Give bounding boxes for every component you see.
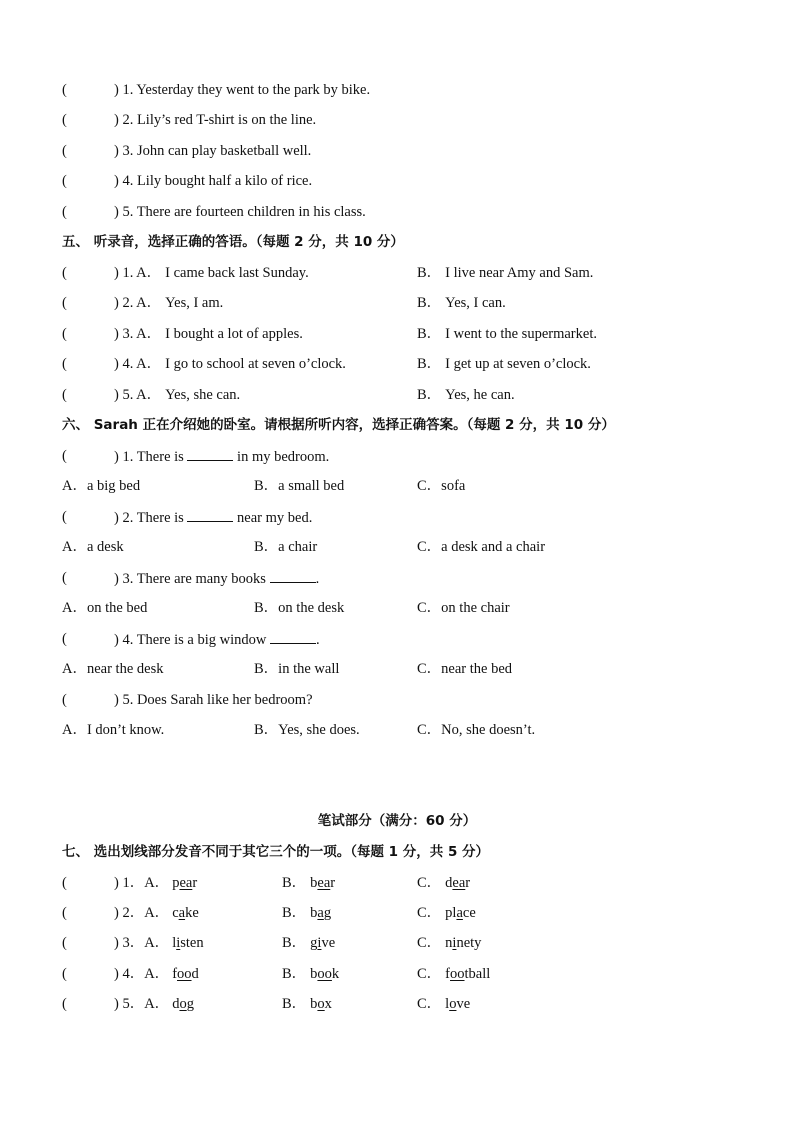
question-text	[114, 446, 329, 467]
question-label: ) 5. A．	[114, 387, 162, 403]
word-part: l	[445, 996, 450, 1012]
option-b: B．in the wall	[254, 661, 340, 677]
phonics-item	[62, 903, 742, 923]
question-label: ) 4. A．	[114, 356, 162, 372]
answer-paren: (	[62, 112, 67, 128]
word-part: g	[323, 905, 332, 921]
answer-paren: (	[62, 173, 67, 189]
options-row	[62, 720, 742, 740]
underlined-part: ea	[317, 875, 331, 891]
question-stem: ) 1. There is	[114, 449, 188, 465]
option-b-text: I went to the supermarket.	[445, 326, 597, 342]
question-stem: ) 3. There are many books	[114, 571, 270, 587]
option-b-label: B．	[282, 966, 307, 982]
option-a: A．a big bed	[62, 478, 141, 494]
answer-paren: (	[62, 82, 67, 98]
underlined-part: a	[178, 905, 186, 921]
statement-item	[62, 110, 742, 130]
question-number	[114, 354, 346, 374]
question-text	[114, 507, 312, 528]
question-label-wrap	[114, 873, 197, 893]
question-text	[114, 568, 319, 589]
answer-paren: (	[62, 875, 67, 891]
word-c	[445, 935, 481, 951]
written-part-title: 笔试部分（满分：60 分）	[317, 813, 477, 829]
word-b	[310, 935, 335, 951]
statement-item	[62, 141, 742, 161]
question-stem-end: .	[315, 571, 320, 587]
word-a	[172, 905, 199, 921]
word-part: f	[172, 966, 178, 982]
word-part: d	[172, 996, 180, 1012]
option-c-label: C．	[417, 905, 442, 921]
option-b	[417, 293, 506, 313]
word-b	[310, 905, 331, 921]
question-text	[114, 629, 320, 650]
underlined-part: ea	[179, 875, 193, 891]
answer-paren: (	[62, 509, 67, 525]
question-text	[114, 690, 313, 710]
word-c	[445, 966, 490, 982]
word-part: ke	[185, 905, 199, 921]
question-label: ) 2. A．	[114, 295, 162, 311]
word-part: nety	[456, 935, 482, 951]
section-5-heading: 五、 听录音，选择正确的答语。（每题 2 分，共 10 分）	[62, 234, 404, 250]
option-b-label: B．	[282, 935, 307, 951]
answer-paren: (	[62, 966, 67, 982]
option-b-label: B．	[417, 295, 442, 311]
answer-blank	[187, 507, 233, 522]
option-c	[417, 903, 476, 923]
statement-item	[62, 202, 742, 222]
answer-paren: (	[62, 692, 67, 708]
word-part: r	[330, 875, 336, 891]
question-label: ) 3．A．	[114, 935, 170, 951]
word-b	[310, 966, 339, 982]
question-label: ) 3. A．	[114, 326, 162, 342]
options-row	[62, 598, 742, 618]
underlined-part: oo	[177, 966, 192, 982]
question-item	[62, 385, 742, 405]
question-item	[62, 324, 742, 344]
question-stem: ) 2. There is	[114, 510, 188, 526]
word-b	[310, 996, 332, 1012]
option-b	[282, 873, 335, 893]
option-b-text: I live near Amy and Sam.	[445, 265, 594, 281]
question-item	[62, 354, 742, 374]
question-item	[62, 690, 742, 710]
option-b	[417, 263, 593, 283]
phonics-item	[62, 933, 742, 953]
answer-paren: (	[62, 356, 67, 372]
answer-paren: (	[62, 295, 67, 311]
option-c	[417, 964, 490, 984]
question-item	[62, 263, 742, 283]
underlined-part: o	[179, 996, 187, 1012]
question-label: ) 5．A．	[114, 996, 170, 1012]
option-b	[282, 994, 332, 1014]
question-label-wrap	[114, 994, 194, 1014]
answer-blank	[270, 629, 316, 644]
question-label: ) 4．A．	[114, 966, 170, 982]
word-part: g	[186, 996, 194, 1012]
option-b-label: B．	[417, 356, 442, 372]
options-row	[62, 659, 742, 679]
phonics-item	[62, 994, 742, 1014]
options-row	[62, 537, 742, 557]
answer-paren: (	[62, 996, 67, 1012]
underlined-part: i	[317, 935, 322, 951]
answer-paren: (	[62, 448, 67, 464]
statement-item	[62, 80, 742, 100]
answer-blank	[187, 446, 233, 461]
question-item	[62, 629, 742, 649]
option-c: C．No, she doesn’t.	[417, 722, 536, 738]
question-label: ) 2．A．	[114, 905, 170, 921]
question-label-wrap	[114, 903, 199, 923]
option-b: B．a chair	[254, 539, 318, 555]
option-b: B．a small bed	[254, 478, 345, 494]
option-c-label: C．	[417, 875, 442, 891]
option-b-text: I get up at seven o’clock.	[445, 356, 591, 372]
option-b-label: B．	[282, 875, 307, 891]
word-part: n	[445, 935, 453, 951]
word-part: ve	[321, 935, 336, 951]
underlined-part: o	[317, 996, 325, 1012]
word-c	[445, 875, 470, 891]
word-c	[445, 905, 476, 921]
option-c	[417, 994, 470, 1014]
underlined-part: o	[449, 996, 457, 1012]
word-part: l	[172, 935, 177, 951]
word-part: ce	[462, 905, 476, 921]
phonics-item	[62, 964, 742, 984]
word-a	[172, 996, 194, 1012]
question-number	[114, 385, 240, 405]
option-a: Yes, she can.	[165, 387, 241, 403]
answer-paren: (	[62, 387, 67, 403]
option-b-label: B．	[417, 387, 442, 403]
question-label-wrap	[114, 933, 204, 953]
question-stem: ) 4. There is a big window	[114, 632, 270, 648]
option-b	[417, 324, 597, 344]
question-number	[114, 263, 309, 283]
answer-paren: (	[62, 143, 67, 159]
option-a: A．near the desk	[62, 661, 164, 677]
word-part: pl	[445, 905, 457, 921]
option-a: A．I don’t know.	[62, 722, 165, 738]
question-number	[114, 293, 223, 313]
underlined-part: i	[176, 935, 181, 951]
option-b-label: B．	[282, 905, 307, 921]
word-part: ve	[456, 996, 471, 1012]
word-part: k	[331, 966, 340, 982]
word-part: f	[445, 966, 451, 982]
word-part: c	[172, 905, 179, 921]
word-part: r	[465, 875, 471, 891]
question-item	[62, 568, 742, 588]
option-c: C．on the chair	[417, 600, 510, 616]
underlined-part: oo	[450, 966, 465, 982]
answer-paren: (	[62, 326, 67, 342]
answer-paren: (	[62, 905, 67, 921]
phonics-item	[62, 873, 742, 893]
option-a: A．a desk	[62, 539, 124, 555]
word-a	[172, 935, 203, 951]
option-b-text: Yes, I can.	[445, 295, 506, 311]
option-b-text: Yes, he can.	[445, 387, 515, 403]
underlined-part: i	[452, 935, 457, 951]
answer-paren: (	[62, 935, 67, 951]
question-item	[62, 446, 742, 466]
option-c-label: C．	[417, 996, 442, 1012]
question-stem-end: in my bedroom.	[233, 449, 330, 465]
option-a: A．on the bed	[62, 600, 148, 616]
section-7-heading: 七、 选出划线部分发音不同于其它三个的一项。（每题 1 分，共 5 分）	[62, 844, 490, 860]
word-part: b	[310, 996, 318, 1012]
underlined-part: oo	[317, 966, 332, 982]
option-a: I go to school at seven o’clock.	[165, 356, 346, 372]
answer-blank	[270, 568, 316, 583]
question-item	[62, 293, 742, 313]
option-b: B．Yes, she does.	[254, 722, 360, 738]
word-part: p	[172, 875, 180, 891]
word-part: tball	[464, 966, 491, 982]
word-part: d	[445, 875, 453, 891]
statement-text: ) 1. Yesterday they went to the park by bike.	[114, 82, 371, 98]
option-a: Yes, I am.	[165, 295, 224, 311]
question-label: ) 1. A．	[114, 265, 162, 281]
statement-text: ) 2. Lily’s red T-shirt is on the line.	[114, 112, 317, 128]
statement-text: ) 4. Lily bought half a kilo of rice.	[114, 173, 313, 189]
word-part: b	[310, 966, 318, 982]
answer-paren: (	[62, 204, 67, 220]
option-b	[417, 354, 591, 374]
statement-text: ) 5. There are fourteen children in his class.	[114, 204, 366, 220]
option-c: C．near the bed	[417, 661, 513, 677]
option-c: C．sofa	[417, 478, 466, 494]
question-number	[114, 324, 303, 344]
option-a: I came back last Sunday.	[165, 265, 309, 281]
option-c: C．a desk and a chair	[417, 539, 546, 555]
option-c	[417, 873, 470, 893]
option-b: B．on the desk	[254, 600, 345, 616]
word-part: d	[191, 966, 199, 982]
question-stem: ) 5. Does Sarah like her bedroom?	[114, 692, 313, 708]
word-b	[310, 875, 335, 891]
option-a: I bought a lot of apples.	[165, 326, 303, 342]
word-a	[172, 966, 199, 982]
word-part: x	[324, 996, 332, 1012]
word-part: sten	[180, 935, 204, 951]
option-b-label: B．	[417, 265, 442, 281]
underlined-part: ea	[452, 875, 466, 891]
answer-paren: (	[62, 570, 67, 586]
option-b	[417, 385, 515, 405]
question-item	[62, 507, 742, 527]
option-c-label: C．	[417, 966, 442, 982]
section-6-heading: 六、 Sarah 正在介绍她的卧室。请根据所听内容，选择正确答案。（每题 2 分，共 10 分）	[62, 417, 615, 433]
question-stem-end: .	[315, 632, 320, 648]
underlined-part: a	[456, 905, 463, 921]
word-part: g	[310, 935, 318, 951]
question-label-wrap	[114, 964, 199, 984]
answer-paren: (	[62, 631, 67, 647]
statement-text: ) 3. John can play basketball well.	[114, 143, 312, 159]
question-stem-end: near my bed.	[233, 510, 313, 526]
option-b	[282, 903, 331, 923]
option-c-label: C．	[417, 935, 442, 951]
underlined-part: a	[317, 905, 324, 921]
word-part: r	[192, 875, 198, 891]
option-c	[417, 933, 481, 953]
question-label: ) 1．A．	[114, 875, 170, 891]
word-a	[172, 875, 197, 891]
word-part: b	[310, 905, 318, 921]
option-b	[282, 964, 339, 984]
word-c	[445, 996, 470, 1012]
options-row	[62, 476, 742, 496]
answer-paren: (	[62, 265, 67, 281]
statement-item	[62, 171, 742, 191]
option-b-label: B．	[417, 326, 442, 342]
word-part: b	[310, 875, 318, 891]
option-b-label: B．	[282, 996, 307, 1012]
option-b	[282, 933, 335, 953]
